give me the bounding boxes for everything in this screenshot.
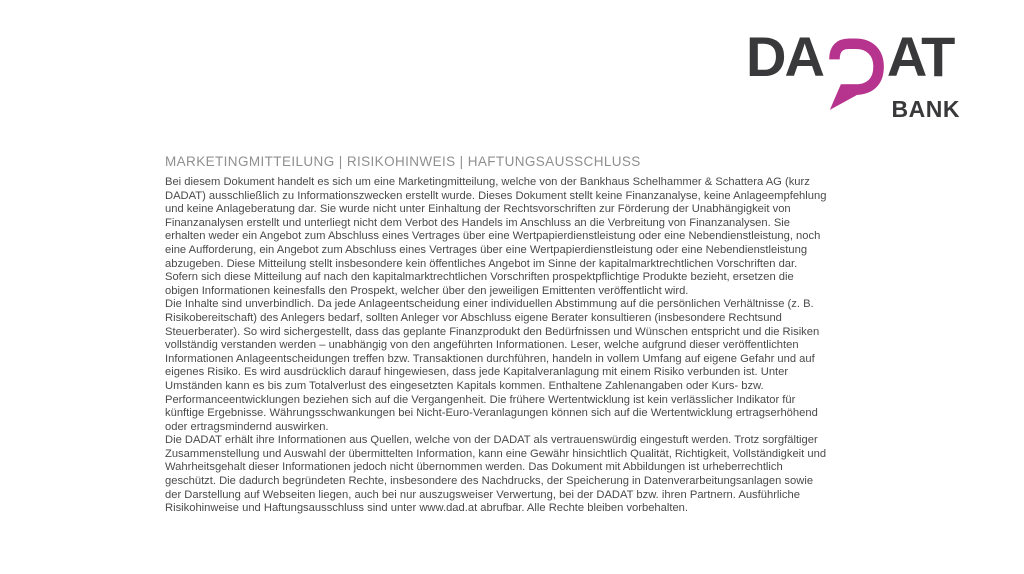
dadat-bank-logo: [746, 25, 970, 130]
logo-subtitle-bank: BANK: [891, 96, 960, 122]
disclaimer-paragraph-1: Bei diesem Dokument handelt es sich um eine Marketingmitteilung, welche von der Bankhaus Schelhammer & Schattera AG (kurz DADAT) ausschließlich zu Informationszwecken erstellt wurde. Dieses Dokument stellt keine Finanzanalyse, keine Anlageempfehlung und keine Anlageberatung dar. Sie wurde nicht unter Einhaltung der Rechtsvorschriften zur Förderung der Unabhängigkeit von Finanzanalysen erstellt und unterliegt nicht dem Verbot des Handels im Anschluss an die Verbreitung von Finanzanalysen. Sie erhalten weder ein Angebot zum Abschluss eines Vertrages über eine Wertpapierdienstleistung oder eine Nebendienstleistung, noch eine Aufforderung, ein Angebot zum Abschluss eines Vertrages über eine Wertpapierdienstleistung oder eine Nebendienstleistung abzugeben. Diese Mitteilung stellt insbesondere kein öffentliches Angebot im Sinne der kapitalmarktrechtlichen Vorschriften dar. Sofern sich diese Mitteilung auf nach den kapitalmarktrechtlichen Vorschriften prospektpflichtige Produkte bezieht, ersetzen die obigen Informationen keinesfalls den Prospekt, welcher über den jeweiligen Emittenten veröffentlicht wird.: [165, 176, 827, 297]
disclaimer-paragraph-3: Die DADAT erhält ihre Informationen aus Quellen, welche von der DADAT als vertrauenswürdig eingestuft werden. Trotz sorgfältiger Zusammenstellung und Auswahl der übermittelten Information, kann eine Gewähr hinsichtlich Qualität, Richtigkeit, Vollständigkeit und Wahrheitsgehalt dieser Informationen jedoch nicht übernommen werden. Das Dokument mit Abbildungen ist urheberrechtlich geschützt. Die dadurch begründeten Rechte, insbesondere des Nachdrucks, der Speicherung in Datenverarbeitungsanlagen sowie der Darstellung auf Webseiten liegen, auch bei nur auszugsweiser Verwertung, bei der DADAT bzw. ihren Partnern. Ausführliche Risikohinweise und Haftungsausschluss sind unter www.dad.at abrufbar. Alle Rechte bleiben vorbehalten.: [165, 434, 827, 515]
speech-bubble-d-icon: [828, 36, 885, 114]
disclaimer-title: MARKETINGMITTEILUNG | RISIKOHINWEIS | HAFTUNGSAUSSCHLUSS: [165, 154, 641, 169]
logo-letters-suffix: AT: [886, 25, 954, 88]
disclaimer-section: [165, 154, 827, 516]
disclaimer-paragraph-2: Die Inhalte sind unverbindlich. Da jede Anlageentscheidung einer individuellen Abstimmung auf die persönlichen Verhältnisse (z. B. Risikobereitschaft) des Anlegers bedarf, sollten Anleger vor Abschluss eigene Berater konsultieren (insbesondere Rechtsund Steuerberater). So wird sichergestellt, dass das geplante Finanzprodukt den Bedürfnissen und Wünschen entspricht und die Risiken vollständig verstanden werden – unabhängig von den angeführten Informationen. Leser, welche aufgrund dieser veröffentlichten Informationen Anlageentscheidungen treffen bzw. Transaktionen durchführen, handeln in vollem Umfang auf eigene Gefahr und auf eigenes Risiko. Es wird ausdrücklich darauf hingewiesen, dass jede Kapitalveranlagung mit einem Risiko verbunden ist. Unter Umständen kann es bis zum Totalverlust des eingesetzten Kapitals kommen. Enthaltene Zahlenangaben oder Kurs- bzw. Performanceentwicklungen beziehen sich auf die Vergangenheit. Die frühere Wertentwicklung ist kein verlässlicher Indikator für künftige Ergebnisse. Währungsschwankungen bei Nicht-Euro-Veranlagungen können sich auf die Wertentwicklung ertragserhöhend oder ertragsmindernd auswirken.: [165, 298, 820, 433]
logo-letters-prefix: DA: [746, 25, 823, 88]
